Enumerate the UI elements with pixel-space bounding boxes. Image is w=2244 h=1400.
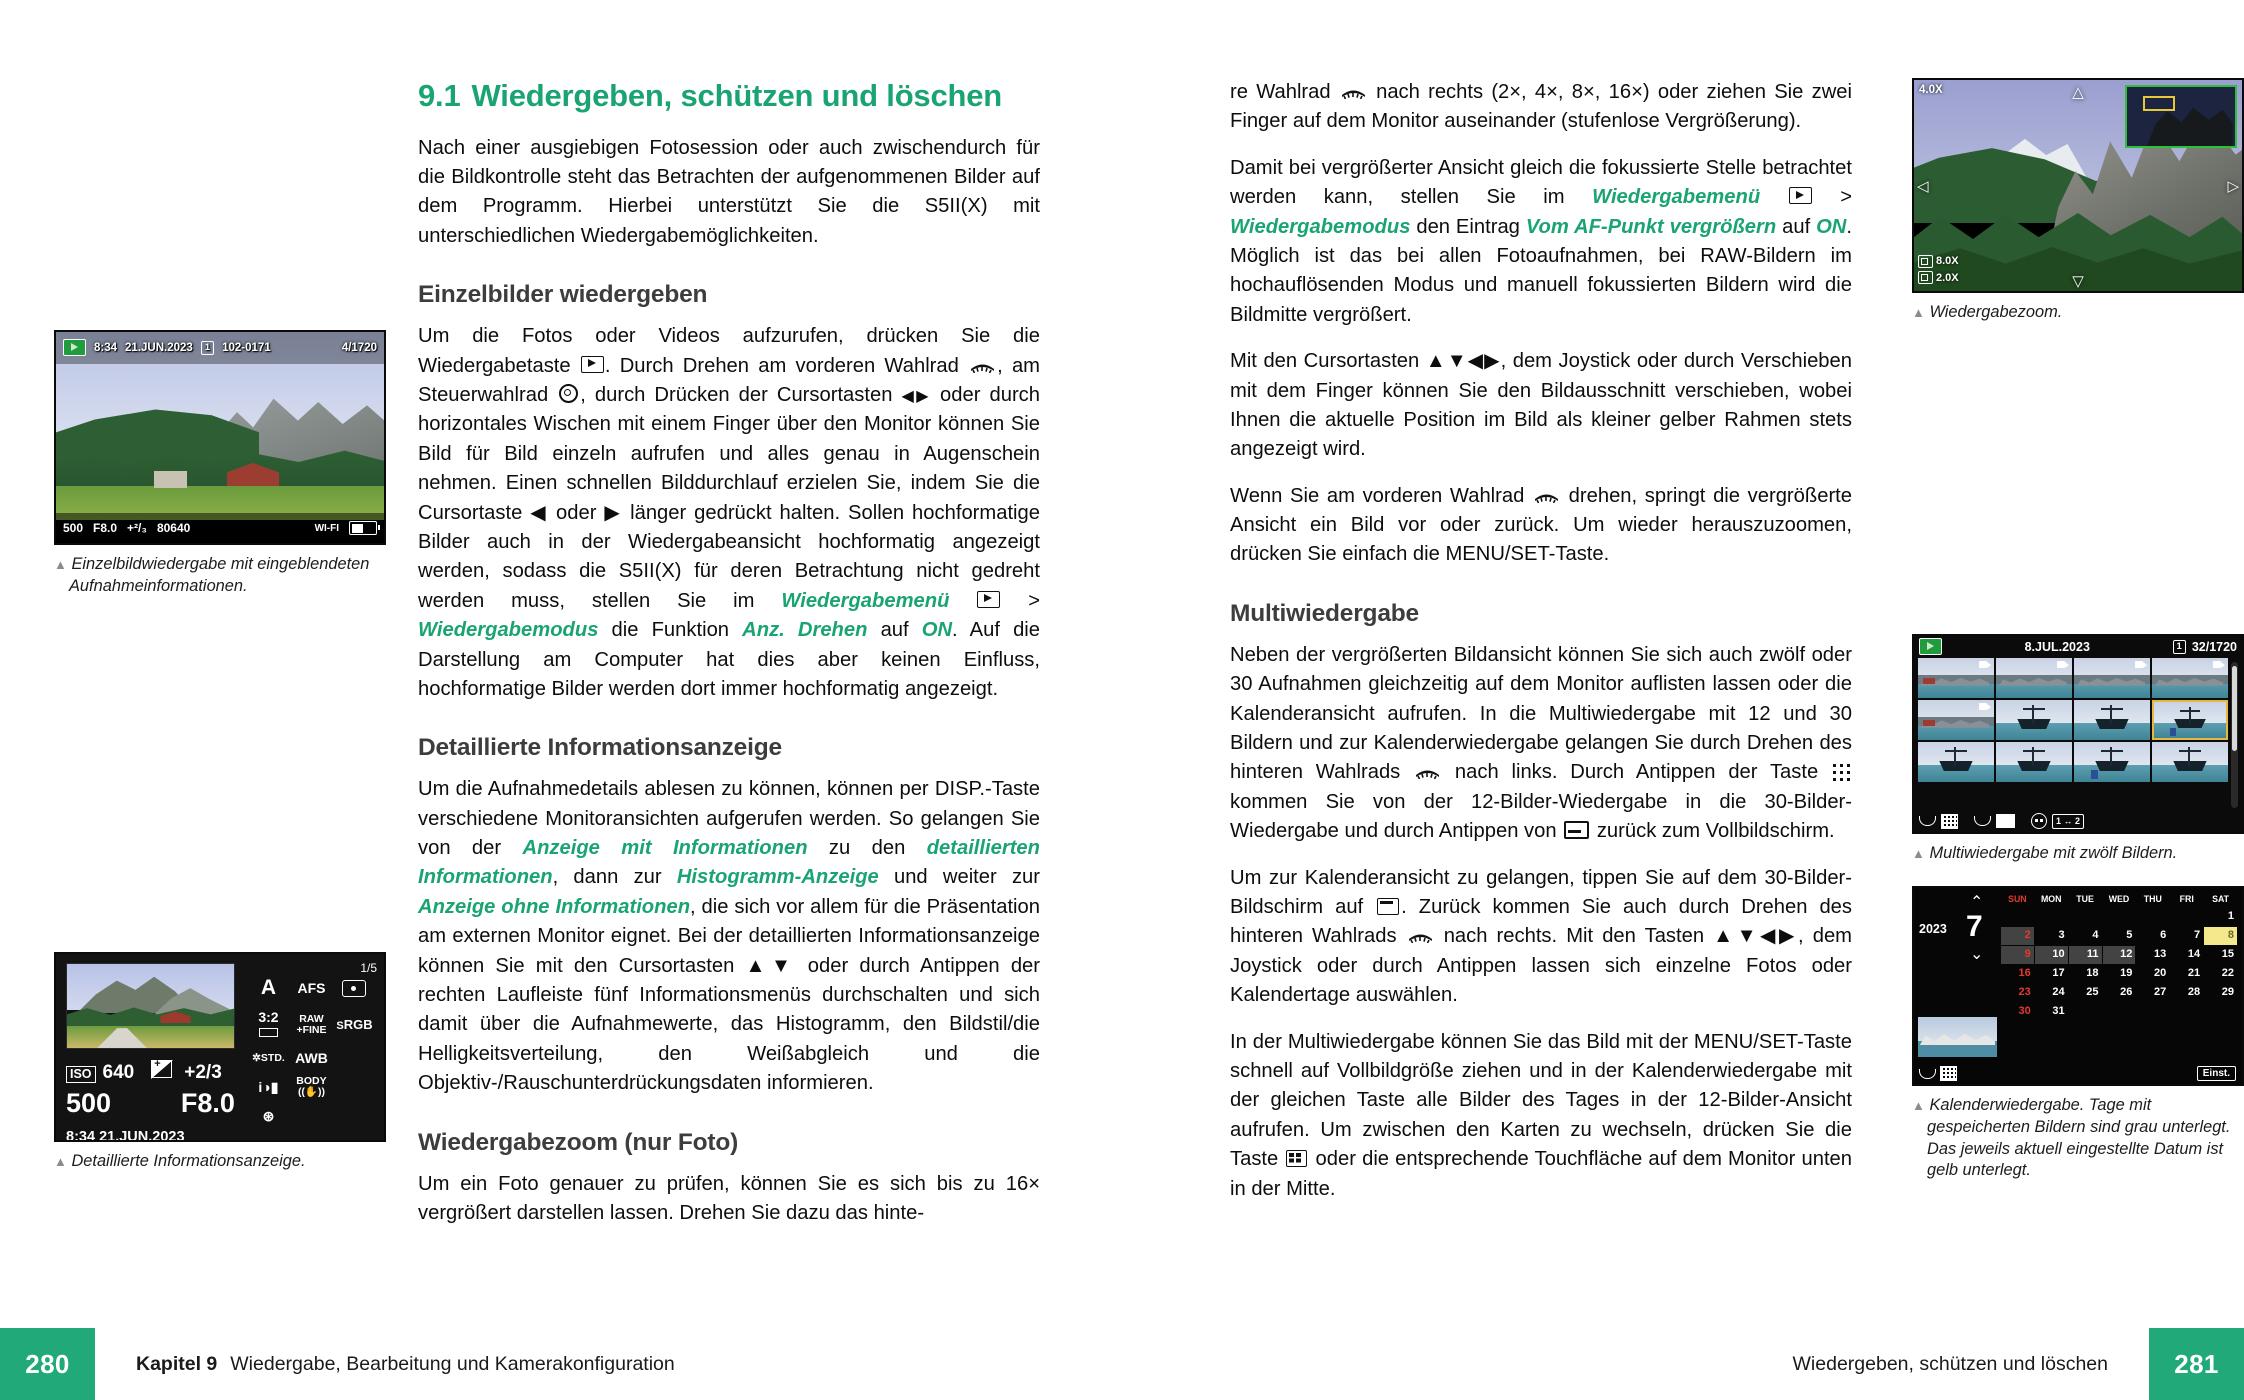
calendar-weekday-header: WED [2108, 894, 2130, 905]
card-slot-icon: 1 [2173, 640, 2186, 654]
lcd-bottom-bar [1914, 811, 2242, 832]
calendar-day-empty [2103, 908, 2136, 926]
right-footer [1122, 1328, 2244, 1400]
aperture-value: F8.0 [180, 1088, 235, 1119]
calendar-day-empty [2170, 1003, 2203, 1021]
fullscreen-icon [1564, 821, 1589, 839]
section-number: 9.1 [418, 78, 461, 113]
calendar-day-empty [2204, 1003, 2237, 1021]
calendar-day[interactable]: 20 [2154, 967, 2167, 980]
figure-playback-zoom [1912, 78, 2244, 324]
figure-caption [1912, 302, 2244, 324]
dial-swipe-icon [1974, 816, 1991, 826]
right-folio-block [2149, 1328, 2244, 1400]
caption-text: Multiwiedergabe mit zwölf Bildern. [1929, 843, 2178, 862]
detail-left-panel [56, 954, 243, 1143]
calendar-day[interactable]: 9 [2001, 946, 2034, 964]
lcd-playback-zoom [1912, 78, 2244, 293]
playback-mode-icon [63, 339, 86, 356]
figure-detailed-info [54, 952, 386, 1173]
calendar-day[interactable]: 21 [2187, 967, 2201, 980]
nav-up-icon[interactable]: △ [2072, 84, 2084, 101]
shutter-speed: 500 [63, 521, 84, 536]
thumbnail-cell[interactable] [1918, 700, 1994, 740]
calendar-day[interactable]: 5 [2126, 929, 2133, 942]
calendar-day[interactable]: 4 [2092, 929, 2099, 942]
caption-text: Einzelbildwiedergabe mit eingeblendeten Aufnahmeinformationen. [69, 555, 370, 595]
thumbnail-cell[interactable] [2074, 700, 2150, 740]
heading-multiwiedergabe: Multiwiedergabe [1230, 599, 1419, 627]
caption-text: Detaillierte Informationsanzeige. [71, 1152, 306, 1171]
calendar-day-empty [2069, 908, 2102, 926]
calendar-day-empty [2035, 908, 2068, 926]
wifi-label: WI-FI [314, 522, 339, 534]
iso-value: 80640 [156, 521, 191, 536]
calendar-day[interactable]: 6 [2160, 929, 2167, 942]
paragraph-zoom-continued: re Wahlrad nach rechts (2×, 4×, 8×, 16×) oder ziehen Sie zwei Finger auf dem Monitor auseinander (stufenlose Vergrößerung). [1230, 81, 1853, 133]
image-counter: 32/1720 [2191, 639, 2237, 654]
term-wiedergabemodus: Wiedergabemodus [418, 619, 599, 642]
term-histogramm: Histogramm-Anzeige [676, 866, 879, 889]
thumbnail-grid-icon [1833, 764, 1850, 781]
calendar-icon [1377, 898, 1399, 915]
footer-title: Wiedergeben, schützen und löschen [1792, 1352, 2108, 1375]
magnify-icon [1918, 271, 1933, 284]
paragraph-einzelbilder: Um die Fotos oder Videos aufzurufen, drücken Sie die Wiedergabetaste . Durch Drehen am vorderen Wahlrad , am Steuerwahlrad , durch Drücken der Cursortasten ◀▶ oder durch horizontales Wischen mit einem Finger über den Monitor können Sie Bild für Bild einzeln aufrufen und alles genau in Augenschein nehmen. Einen schnellen Bilddurchlauf erzielen Sie, indem Sie die Cursortaste ◀ oder ▶ länger gedrückt halten. Sollen hochformatige Bilder auch in der Wiedergabeansicht hochformatig angezeigt werden, sodass die S5II(X) für deren Betrachtung nicht gedreht werden muss, stellen Sie im Wiedergabemenü > Wiedergabemodus die Funktion Anz. Drehen auf ON. Auf die Darstellung am Computer hat dies aber keinen Einfluss, hochformatige Bilder werden dort immer hochformatig angezeigt. [418, 325, 1041, 700]
calendar-day[interactable]: 29 [2221, 986, 2234, 999]
calendar-weekday-header: TUE [2076, 894, 2094, 905]
image-counter: 4/1720 [341, 341, 377, 354]
thumbnail-cell[interactable] [2152, 658, 2228, 698]
calendar-day-empty [2103, 1003, 2136, 1021]
nav-left-icon[interactable]: ◁ [1917, 177, 1929, 195]
thumbnail-preview [66, 963, 235, 1049]
heading-wiedergabezoom: Wiedergabezoom (nur Foto) [418, 1128, 739, 1156]
calendar-day[interactable]: 11 [2069, 946, 2102, 964]
stabilizer-icon: BODY ((✋)) [296, 1075, 327, 1099]
calendar-day[interactable]: 12 [2103, 946, 2136, 964]
term-anzeige-mit-info: Anzeige mit Informationen [522, 837, 808, 860]
calendar-day[interactable]: 30 [2018, 1005, 2031, 1018]
aspect-ratio: 3:2 [258, 1010, 278, 1039]
detail-right-panel [243, 954, 384, 1140]
rear-dial-icon [1408, 930, 1433, 943]
paragraph-cursor: Mit den Cursortasten ▲▼◀▶, dem Joystick oder durch Verschieben mit dem Finger können Sie den Bildausschnitt verschieben, wobei Ihnen die aktuelle Position im Bild als kleiner gelber Rahmen stets angezeigt wird. [1230, 350, 1852, 461]
calendar-day[interactable]: 1 [2227, 910, 2234, 923]
calendar-day[interactable]: 2 [2001, 927, 2034, 945]
heading-einzelbilder: Einzelbilder wiedergeben [418, 281, 708, 309]
video-icon [2213, 660, 2226, 669]
iso-value: 640 [102, 1062, 135, 1084]
cursor-arrows-icon: ◀▶ [901, 387, 931, 405]
nav-down-icon[interactable]: ▽ [2072, 273, 2084, 290]
intro-paragraph: Nach einer ausgiebigen Fotosession oder auch zwischendurch für die Bildkontrolle steht das Betrachten der aufgenommenen Bilder auf dem Programm. Hierbei unterstützt Sie die S5II(X) mit unterschiedlichen Wiedergabemöglichkeiten. [418, 136, 1040, 247]
capture-date: 8.JUL.2023 [2024, 639, 2090, 654]
page-number: 281 [2174, 1348, 2219, 1379]
calendar-day-selected[interactable]: 8 [2204, 927, 2237, 945]
lcd-multi-playback [1912, 634, 2244, 834]
caption-text: Wiedergabezoom. [1929, 303, 2063, 321]
card-slot-icon: 1 [201, 341, 214, 355]
calendar-day[interactable]: 23 [2018, 986, 2031, 999]
capture-datetime: 8:34 21.JUN.2023 [66, 1129, 185, 1143]
thumbnail-cell[interactable] [2074, 742, 2150, 782]
video-icon [2057, 660, 2070, 669]
calendar-day[interactable]: 16 [2018, 967, 2031, 980]
caption-triangle-icon: ▲ [54, 557, 67, 572]
battery-icon [349, 521, 377, 535]
term-wiedergabemenue: Wiedergabemenü [781, 589, 950, 612]
zoom-position-frame [2143, 96, 2175, 110]
thumbnail-cell[interactable] [1996, 658, 2072, 698]
heading-detaillierte-info: Detaillierte Informationsanzeige [418, 734, 782, 762]
playback-button-icon [581, 356, 604, 373]
paragraph-letzter: In der Multiwiedergabe können Sie das Bild mit der MENU/SET-Taste schnell auf Vollbildgröße ziehen und in der Kalenderwiedergabe mit der gleichen Taste alle Bilder des Tages in der 12-Bilder-Ansicht aufrufen. Um zwischen den Karten zu wechseln, drücken Sie die Taste oder die entsprechende Touchfläche auf dem Monitor unten in der Mitte. [1230, 1030, 1853, 1200]
footer-title: Wiedergabe, Bearbeitung und Kamerakonfiguration [230, 1352, 675, 1375]
calendar-grid [2001, 892, 2237, 1079]
thumbnail-grid [1914, 658, 2242, 782]
calendar-day[interactable]: 28 [2187, 986, 2201, 999]
paragraph-detaillierte-info: Um die Aufnahmedetails ablesen zu können, können per DISP.-Taste verschiedene Monitoransichten aufgerufen werden. So gelangen Sie von der Anzeige mit Informationen zu den detaillierten Informationen, dann zur Histogramm-Anzeige und weiter zur Anzeige ohne Informationen, die sich vor allem für die Präsentation am externen Monitor eignet. Bei der detaillierten Informationsanzeige können Sie mit den Cursortasten ▲▼ oder durch Antippen der rechten Laufleiste fünf Informationsmenüs durchschalten und sich damit über die Aufnahmewerte, das Histogramm, den Bildstil/die Helligkeitsverteilung, den Weißabgleich und die Objektiv-/Rauschunterdrückungsdaten informieren. [418, 778, 1041, 1095]
page-indicator: 1/5 [360, 961, 377, 976]
caption-triangle-icon: ▲ [1912, 1098, 1925, 1114]
lcd-top-bar [1914, 636, 2242, 658]
af-area-icon [342, 980, 366, 997]
term-detaillierte-info: detaillierten Informationen [418, 837, 1040, 889]
paragraph-multi: Neben der vergrößerten Bildansicht können Sie sich auch zwölf oder 30 Aufnahmen gleichzeitig auf dem Monitor auflisten lassen oder die Kalenderansicht aufrufen. In die Multiwiedergabe mit 12 und 30 Bildern und zur Kalenderwiedergabe gelangen Sie durch Drehen des hinteren Wahlrads nach links. Durch Antippen der Taste kommen Sie von der 12-Bilder-Wiedergabe in die 30-Bilder-Wiedergabe und durch Antippen von zurück zum Vollbildschirm. [1230, 643, 1852, 843]
white-balance: AWB [295, 1049, 328, 1066]
quality-setting: RAW +FINE [296, 1013, 327, 1037]
calendar-year: 2023 [1919, 922, 1947, 937]
term-anz-drehen: Anz. Drehen [742, 619, 868, 642]
calendar-day[interactable]: 26 [2120, 986, 2133, 999]
term-wiedergabemodus: Wiedergabemodus [1230, 215, 1411, 238]
calendar-day[interactable]: 7 [2194, 929, 2201, 942]
exposure-comp-value: +2/3 [184, 1062, 222, 1084]
playback-menu-icon [1789, 187, 1812, 204]
figure-calendar-playback [1912, 886, 2244, 1182]
right-footer-text [1793, 1328, 2108, 1400]
term-vom-af-punkt: Vom AF-Punkt vergrößern [1525, 215, 1777, 238]
video-icon [1979, 702, 1992, 711]
scrollbar[interactable] [2231, 662, 2238, 808]
fullscreen-icon[interactable] [1996, 814, 2015, 828]
caption-triangle-icon: ▲ [1912, 305, 1925, 320]
calendar-day[interactable]: 3 [2058, 929, 2065, 942]
building-white [154, 471, 187, 488]
dial-swipe-icon [1919, 816, 1936, 826]
magnification-indicators: 8.0X 2.0X [1918, 253, 1959, 286]
calendar-day[interactable]: 19 [2120, 967, 2133, 980]
calendar-weekday-header: THU [2143, 894, 2162, 905]
lcd-single-playback [54, 330, 386, 545]
figure-caption [1912, 843, 2244, 865]
calendar-day[interactable]: 22 [2221, 967, 2234, 980]
card-switch-button[interactable]: 1 ↔ 2 [2052, 814, 2084, 829]
capture-date: 21.JUN.2023 [125, 341, 193, 354]
photo-style: ✲STD. [252, 1051, 285, 1064]
section-title [418, 78, 1040, 114]
section-title-text: Wiedergeben, schützen und löschen [471, 78, 1003, 113]
figure-caption [54, 1151, 386, 1173]
iso-row [66, 1060, 235, 1084]
nav-right-icon[interactable]: ▷ [2227, 177, 2239, 195]
term-on: ON [921, 619, 953, 642]
calendar-weekday-header: MON [2040, 894, 2062, 905]
front-dial-icon [970, 360, 995, 373]
footer-chapter: Kapitel 9 [136, 1352, 218, 1375]
day-thumbnail [1918, 1017, 1997, 1057]
exposure-comp: +²/₃ [127, 521, 147, 536]
calendar-weekday-header: FRI [2179, 894, 2194, 905]
aperture-value: F8.0 [93, 521, 118, 536]
figure-caption [1912, 1095, 2244, 1182]
paragraph-kalender: Um zur Kalenderansicht zu gelangen, tippen Sie auf dem 30-Bilder-Bildschirm auf . Zurück kommen Sie auch durch Drehen des hinteren Wahlrads nach rechts. Mit den Tasten ▲▼◀▶, dem Joystick oder durch Antippen lassen sich einzelne Fotos oder Kalendertage auswählen. [1230, 866, 1853, 1007]
lcd-calendar-playback [1912, 886, 2244, 1086]
paragraph-af-punkt: Damit bei vergrößerter Ansicht gleich die fokussierte Stelle betrachtet werden kann, stellen Sie im Wiedergabemenü > Wiedergabemodus den Eintrag Vom AF-Punkt vergrößern auf ON. Möglich ist das bei allen Fotoaufnahmen, bei RAW-Bildern im hochauflösenden Modus und manuell fokussierten Bildern wird die Bildmitte vergrößert. [1230, 156, 1853, 326]
exposure-comp-icon [151, 1060, 172, 1078]
left-main-column [418, 78, 1040, 1228]
calendar-day[interactable]: 13 [2154, 948, 2167, 961]
rear-dial-icon [1341, 86, 1366, 99]
calendar-day-empty [2136, 1003, 2169, 1021]
settings-grid [247, 977, 376, 1124]
left-side-column [54, 330, 386, 1173]
figure-single-playback [54, 330, 386, 597]
calendar-day[interactable]: 10 [2035, 946, 2068, 964]
right-main-column [1230, 78, 1852, 1204]
calendar-day[interactable]: 31 [2052, 1005, 2065, 1018]
card-switch-icon [1286, 1150, 1307, 1167]
thumbnail-cell[interactable] [1918, 742, 1994, 782]
calendar-weekday-header: SUN [2008, 894, 2027, 905]
calendar-day[interactable]: 14 [2187, 948, 2201, 961]
thumbnail-cell[interactable] [2152, 742, 2228, 782]
exposure-mode: A [260, 976, 277, 1000]
front-dial-icon [1534, 490, 1559, 503]
term-on: ON [1816, 215, 1847, 238]
term-anzeige-ohne-info: Anzeige ohne Informationen [418, 895, 691, 918]
playback-mode-icon [1919, 638, 1942, 655]
calendar-day[interactable]: 18 [2086, 967, 2099, 980]
calendar-day[interactable]: 27 [2154, 986, 2167, 999]
flash-off-icon: ⊛ [262, 1108, 275, 1125]
calendar-day-empty [2136, 908, 2169, 926]
chevron-up-icon[interactable]: ⌃ [1970, 894, 1984, 912]
calendar-month-selector [1918, 892, 2001, 1079]
af-mode: AFS [297, 979, 326, 996]
page-number: 280 [25, 1348, 70, 1379]
lcd-bottom-bar [56, 513, 384, 543]
zoom-factor-label: 4.0X [1919, 84, 1943, 96]
thumbnail-cell[interactable] [1918, 658, 1994, 698]
exposure-row [66, 1088, 235, 1119]
shutter-speed: 500 [66, 1088, 112, 1119]
right-side-column [1912, 78, 2244, 1182]
caption-triangle-icon: ▲ [54, 1154, 67, 1170]
left-footer-text [136, 1328, 675, 1400]
capture-time: 8:34 [94, 341, 118, 354]
thumbnail-cell[interactable] [2074, 658, 2150, 698]
lcd-detailed-info [54, 952, 386, 1142]
chevron-down-icon[interactable]: ⌄ [1970, 946, 1984, 964]
calendar-day[interactable]: 15 [2221, 948, 2234, 961]
display-toggle-icon[interactable] [2031, 813, 2047, 829]
calendar-day-empty [2001, 908, 2034, 926]
video-icon [1979, 660, 1992, 669]
i-dynamic-icon: i◑▮ [258, 1079, 279, 1096]
iso-label: ISO [66, 1066, 96, 1083]
calendar-day-empty [2069, 1003, 2102, 1021]
calendar-month: 7 [1966, 910, 1983, 944]
calendar-weekday-header: SAT [2212, 894, 2230, 905]
thumbnail-cell[interactable] [1996, 700, 2072, 740]
calendar-day-empty [2170, 908, 2203, 926]
zoom-position-minimap [2125, 85, 2237, 148]
caption-text: Kalenderwiedergabe. Tage mit gespeicherten Bildern sind grau unterlegt. Das jeweils aktuell eingestellte Datum ist gelb unterlegt. [1927, 1096, 2231, 1180]
left-footer [0, 1328, 1122, 1400]
thumbnail-grid-icon[interactable] [1941, 814, 1958, 829]
set-button[interactable]: Einst. [2197, 1066, 2236, 1081]
lcd-top-bar [56, 332, 384, 364]
term-wiedergabemenue: Wiedergabemenü [1592, 186, 1761, 209]
figure-caption [54, 554, 386, 597]
left-folio-block [0, 1328, 95, 1400]
right-page [1122, 0, 2244, 1400]
calendar-bottom-bar [1919, 1066, 1957, 1081]
thumbnail-cell-selected[interactable] [2152, 700, 2228, 740]
thumbnail-cell[interactable] [1996, 742, 2072, 782]
figure-multi-playback [1912, 634, 2244, 865]
paragraph-wheel: Wenn Sie am vorderen Wahlrad drehen, springt die vergrößerte Ansicht ein Bild vor oder zurück. Um wieder herauszuzoomen, drücken Sie einfach die MENU/SET-Taste. [1230, 484, 1853, 566]
control-dial-icon [559, 384, 578, 403]
color-space: SRGB [336, 1017, 373, 1033]
calendar-day[interactable]: 17 [2052, 967, 2065, 980]
file-number: 102-0171 [222, 341, 271, 354]
calendar-day[interactable]: 24 [2052, 986, 2065, 999]
calendar-day[interactable]: 25 [2086, 986, 2099, 999]
dial-swipe-icon [1919, 1069, 1936, 1079]
magnify-icon [1918, 255, 1933, 268]
playback-menu-icon [977, 591, 1000, 608]
video-icon [2135, 660, 2148, 669]
rear-dial-icon [1415, 766, 1440, 779]
paragraph-wiedergabezoom: Um ein Foto genauer zu prüfen, können Sie es sich bis zu 16× vergrößert darstellen lassen. Drehen Sie dazu das hinte- [418, 1172, 1040, 1224]
thumbnail-grid-icon[interactable] [1940, 1066, 1957, 1081]
caption-triangle-icon: ▲ [1912, 845, 1925, 861]
